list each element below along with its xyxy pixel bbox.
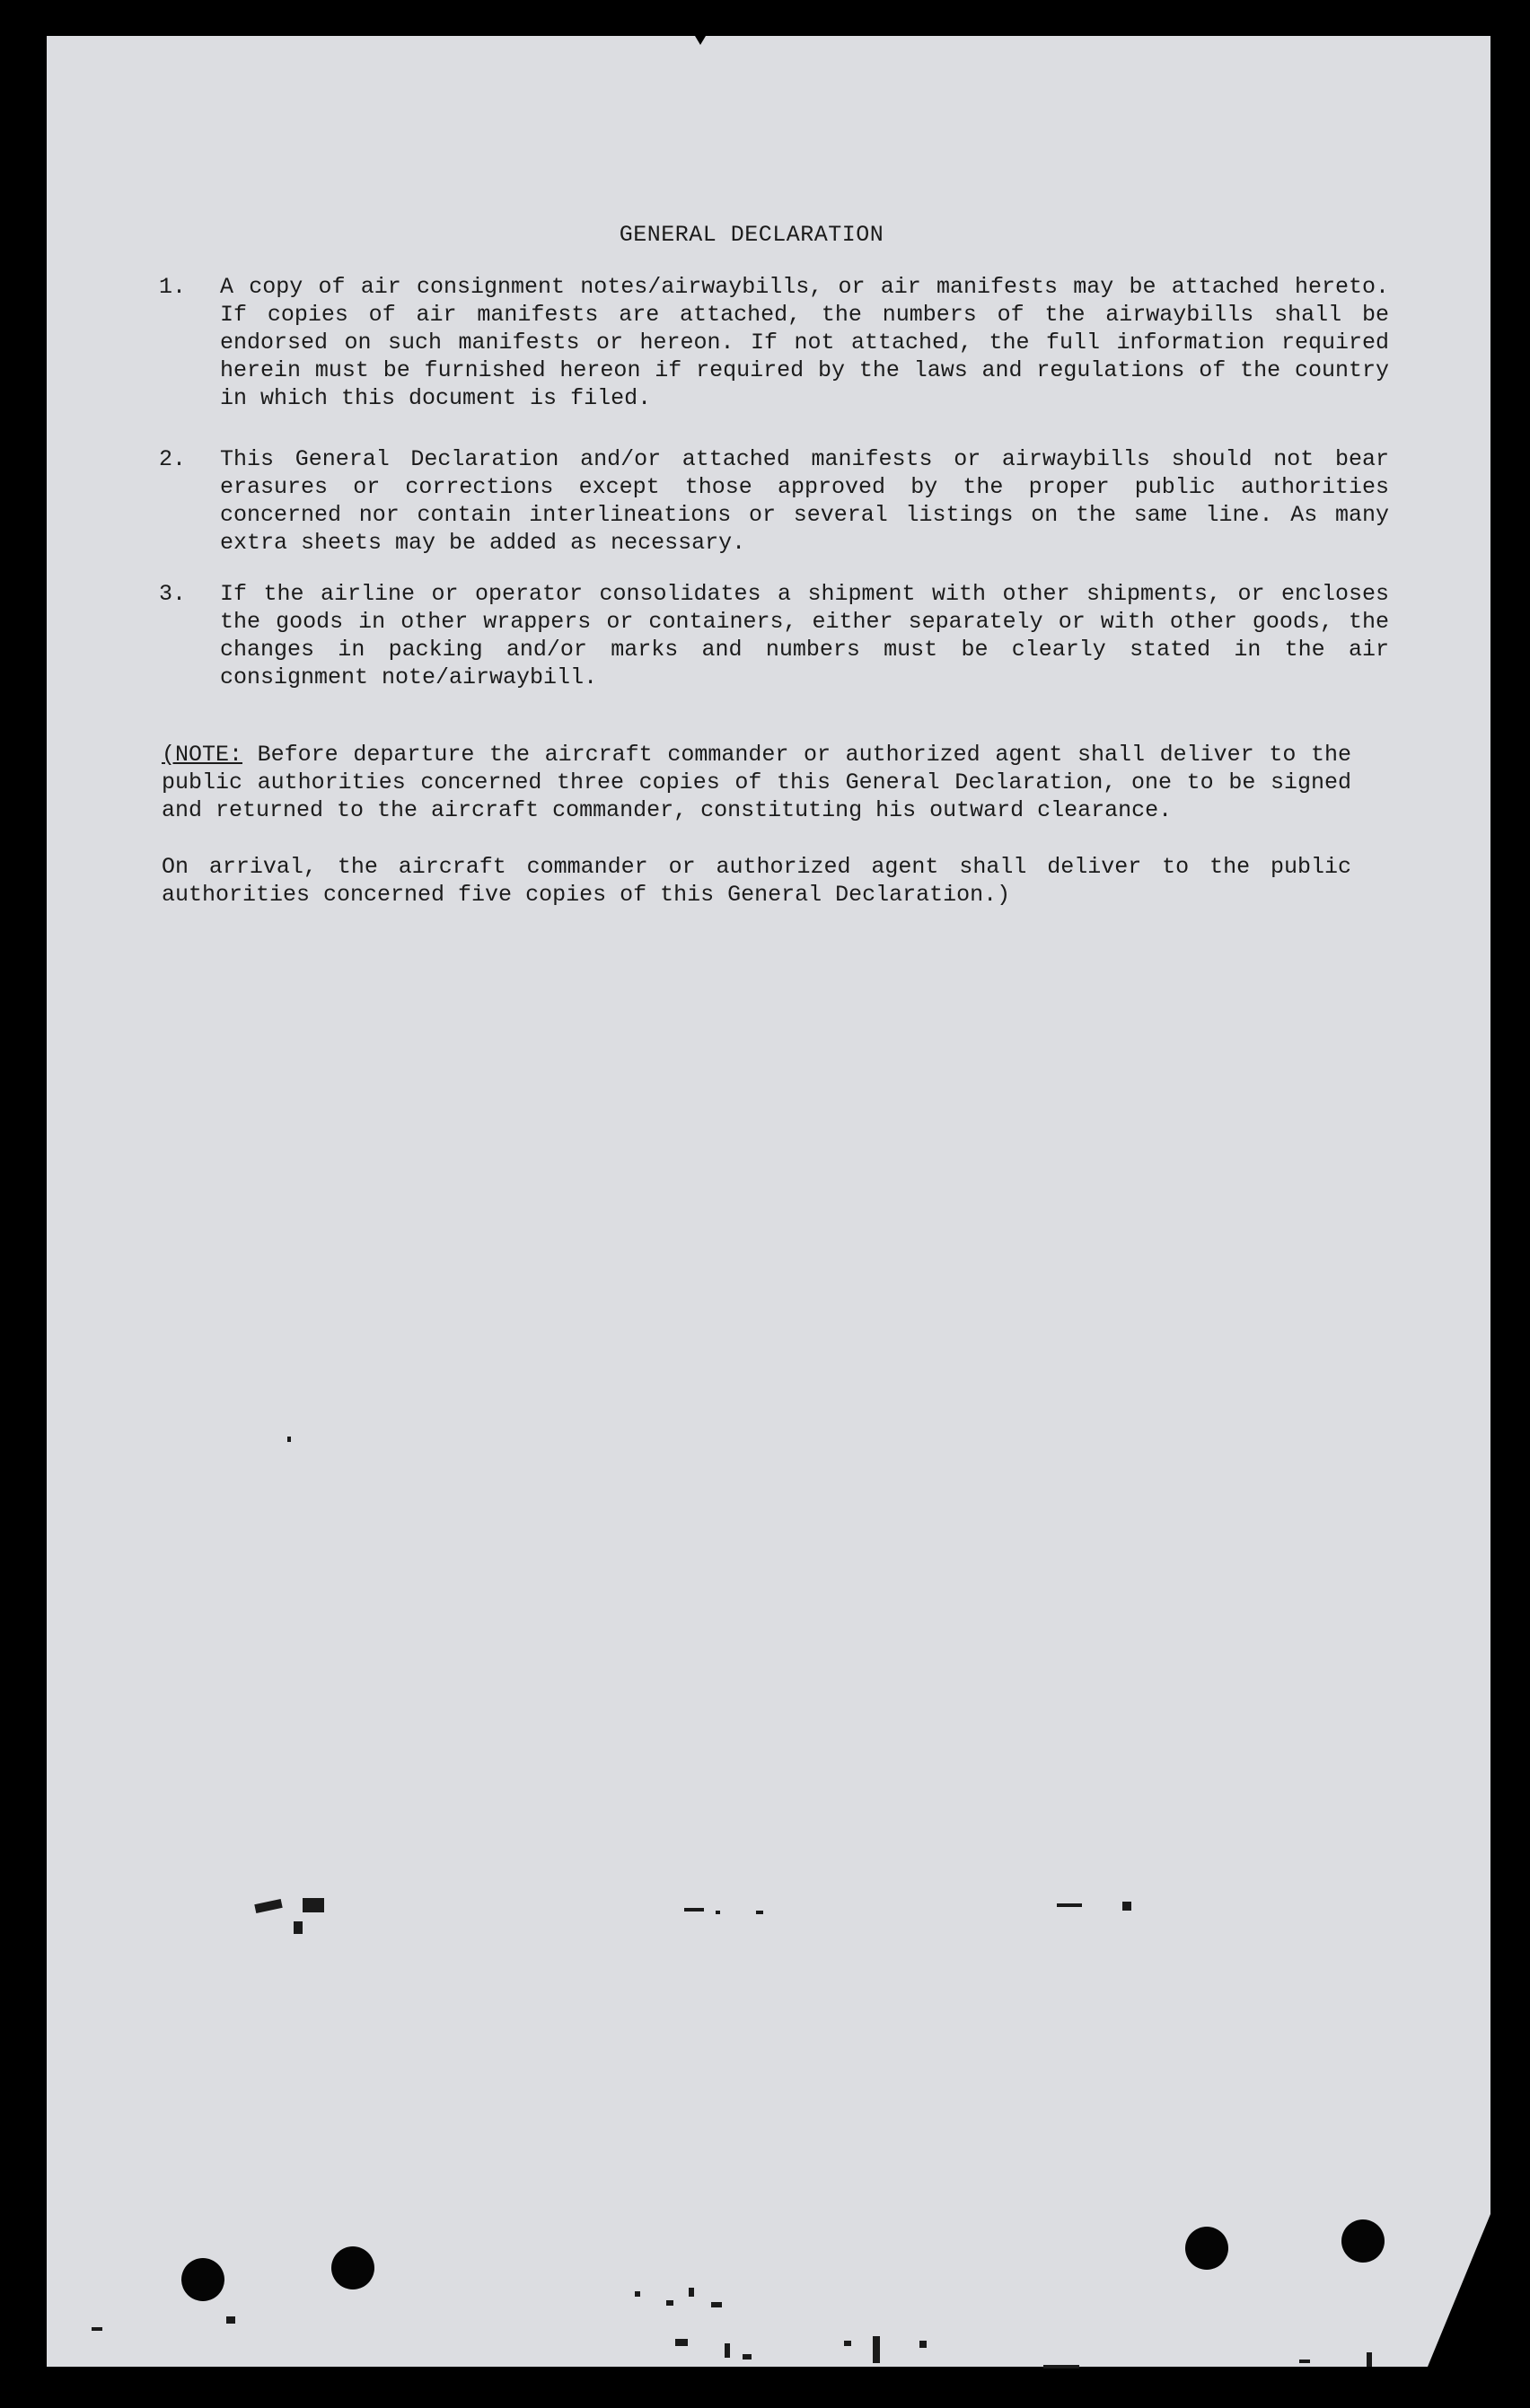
ink-mark bbox=[226, 2316, 235, 2324]
ink-mark bbox=[711, 2302, 722, 2307]
item-number: 2. bbox=[159, 446, 187, 472]
ink-mark bbox=[1122, 1902, 1131, 1911]
ink-mark bbox=[675, 2339, 688, 2346]
ink-mark bbox=[287, 1437, 291, 1442]
document-title: GENERAL DECLARATION bbox=[619, 222, 884, 248]
ink-mark bbox=[294, 1921, 303, 1934]
note-paragraph bbox=[162, 741, 1351, 824]
ink-mark bbox=[919, 2341, 927, 2348]
item-number: 3. bbox=[159, 581, 187, 607]
ink-mark bbox=[1057, 1903, 1082, 1907]
ink-mark bbox=[716, 1911, 720, 1914]
ink-mark bbox=[684, 1908, 704, 1911]
ink-mark bbox=[743, 2354, 752, 2360]
ink-mark bbox=[254, 1899, 282, 1913]
punch-hole-left-1 bbox=[181, 2258, 224, 2301]
ink-mark bbox=[303, 1898, 324, 1912]
punch-hole-right-2 bbox=[1341, 2219, 1385, 2263]
instruction-item-1 bbox=[159, 273, 1389, 412]
instruction-item-3 bbox=[159, 580, 1389, 691]
item-text: This General Declaration and/or attached manifests or airwaybills should not bear erasures or corrections except those approved by the proper public authorities concerned nor contain interlineations or several listings on the same line. As many extra sheets may be added as necessary. bbox=[220, 446, 1389, 556]
folded-corner bbox=[1428, 2214, 1490, 2367]
document-page bbox=[47, 36, 1490, 2367]
paper-notch bbox=[695, 36, 706, 45]
ink-mark bbox=[635, 2291, 640, 2297]
item-text: If the airline or operator consolidates a shipment with other shipments, or encloses the goods in other wrappers or containers, either separately or with other goods, the changes in packing and/or marks and numbers must be clearly stated in the air consignment note/airwaybill. bbox=[220, 581, 1389, 690]
ink-mark bbox=[689, 2288, 694, 2297]
ink-mark bbox=[756, 1911, 763, 1914]
note-label: (NOTE: bbox=[162, 742, 243, 768]
punch-hole-right-1 bbox=[1185, 2227, 1228, 2270]
ink-mark bbox=[666, 2300, 673, 2306]
ink-mark bbox=[873, 2336, 880, 2363]
ink-mark bbox=[1043, 2365, 1079, 2368]
instruction-item-2 bbox=[159, 445, 1389, 557]
ink-mark bbox=[1299, 2360, 1310, 2363]
item-text: A copy of air consignment notes/airwaybills, or air manifests may be attached hereto. If copies of air manifests are attached, the numbers of the airwaybills shall be endorsed on such manifests or hereon. If not attached, the full information required herein must be furnished hereon if required by the laws and regulations of the country in which this document is filed. bbox=[220, 274, 1389, 411]
ink-mark bbox=[92, 2327, 102, 2331]
ink-mark bbox=[725, 2343, 730, 2358]
arrival-paragraph: On arrival, the aircraft commander or authorized agent shall deliver to the public authorities concerned five copies of this General Declaration.) bbox=[162, 854, 1351, 908]
note-text: Before departure the aircraft commander or authorized agent shall deliver to the public authorities concerned three copies of this General Declaration, one to be signed and returned to the aircraft commander, constituting his outward clearance. bbox=[162, 742, 1351, 823]
punch-hole-left-2 bbox=[331, 2246, 374, 2289]
ink-mark bbox=[844, 2341, 851, 2346]
ink-mark bbox=[1367, 2352, 1372, 2367]
item-number: 1. bbox=[159, 274, 187, 300]
